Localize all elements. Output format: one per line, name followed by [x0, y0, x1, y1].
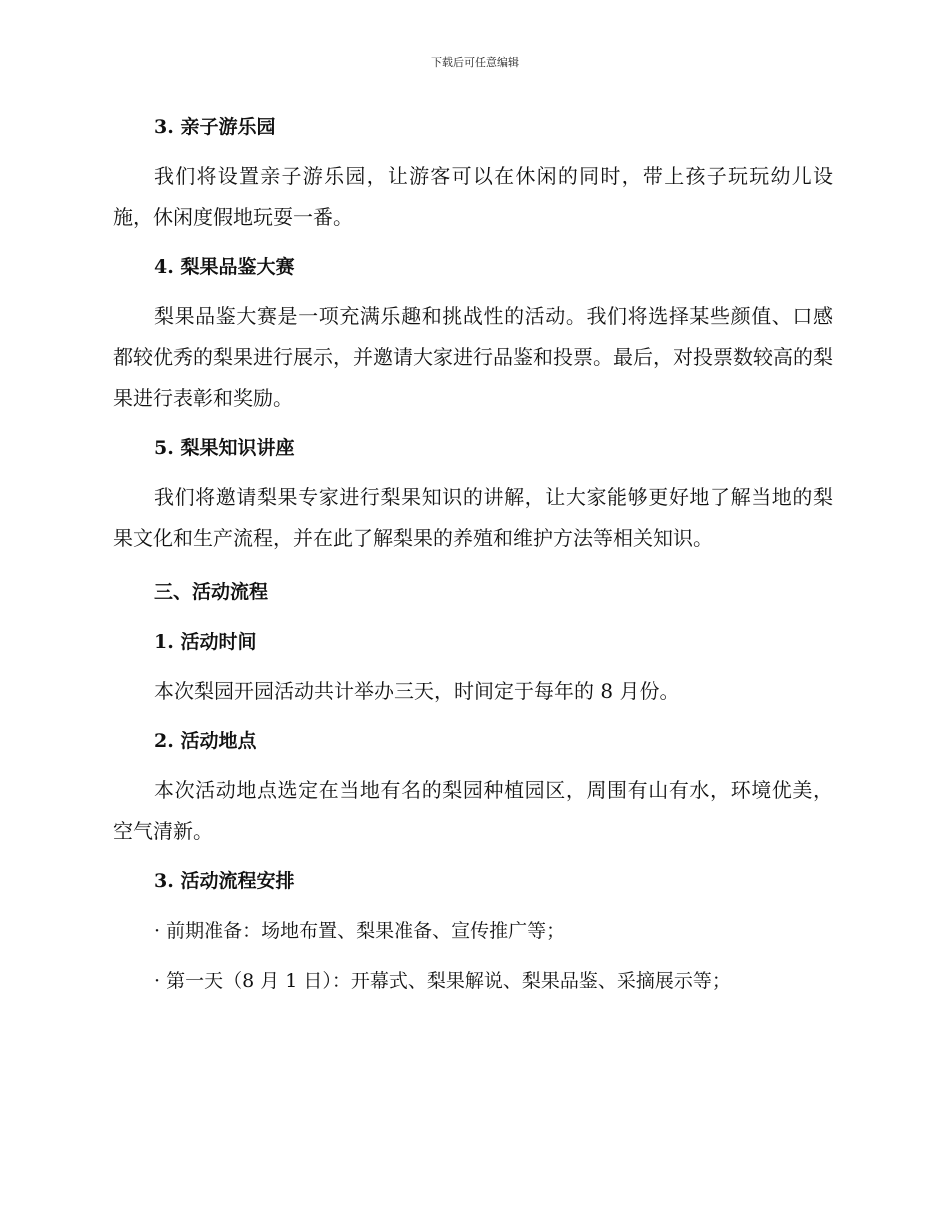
page-header: 下载后可任意编辑 — [431, 56, 519, 69]
heading-activity-time: 1. 活动时间 — [154, 631, 257, 653]
document-body — [113, 110, 833, 998]
paragraph-parent-child-park: 我们将设置亲子游乐园，让游客可以在休闲的同时，带上孩子玩玩幼儿设施，休闲度假地玩耍一番。 — [113, 164, 833, 229]
heading-pear-tasting-contest: 4. 梨果品鉴大赛 — [154, 256, 295, 278]
bullet-day-one: · 第一天（8 月 1 日）：开幕式、梨果解说、梨果品鉴、采摘展示等； — [154, 970, 731, 992]
heading-activity-process: 三、活动流程 — [154, 581, 269, 603]
heading-pear-knowledge-lecture: 5. 梨果知识讲座 — [154, 437, 295, 459]
paragraph-pear-knowledge-lecture: 我们将邀请梨果专家进行梨果知识的讲解，让大家能够更好地了解当地的梨果文化和生产流程，并在此了解梨果的养殖和维护方法等相关知识。 — [113, 485, 833, 550]
paragraph-activity-location: 本次活动地点选定在当地有名的梨园种植园区，周围有山有水，环境优美，空气清新。 — [113, 778, 833, 843]
heading-parent-child-park: 3. 亲子游乐园 — [154, 116, 276, 138]
paragraph-activity-time: 本次梨园开园活动共计举办三天，时间定于每年的 8 月份。 — [154, 679, 680, 703]
paragraph-pear-tasting-contest: 梨果品鉴大赛是一项充满乐趣和挑战性的活动。我们将选择某些颜值、口感都较优秀的梨果进行展示，并邀请大家进行品鉴和投票。最后，对投票数较高的梨果进行表彰和奖励。 — [113, 304, 833, 410]
heading-activity-location: 2. 活动地点 — [154, 730, 257, 752]
bullet-preparation: · 前期准备：场地布置、梨果准备、宣传推广等； — [154, 920, 566, 942]
heading-activity-schedule: 3. 活动流程安排 — [154, 870, 295, 892]
